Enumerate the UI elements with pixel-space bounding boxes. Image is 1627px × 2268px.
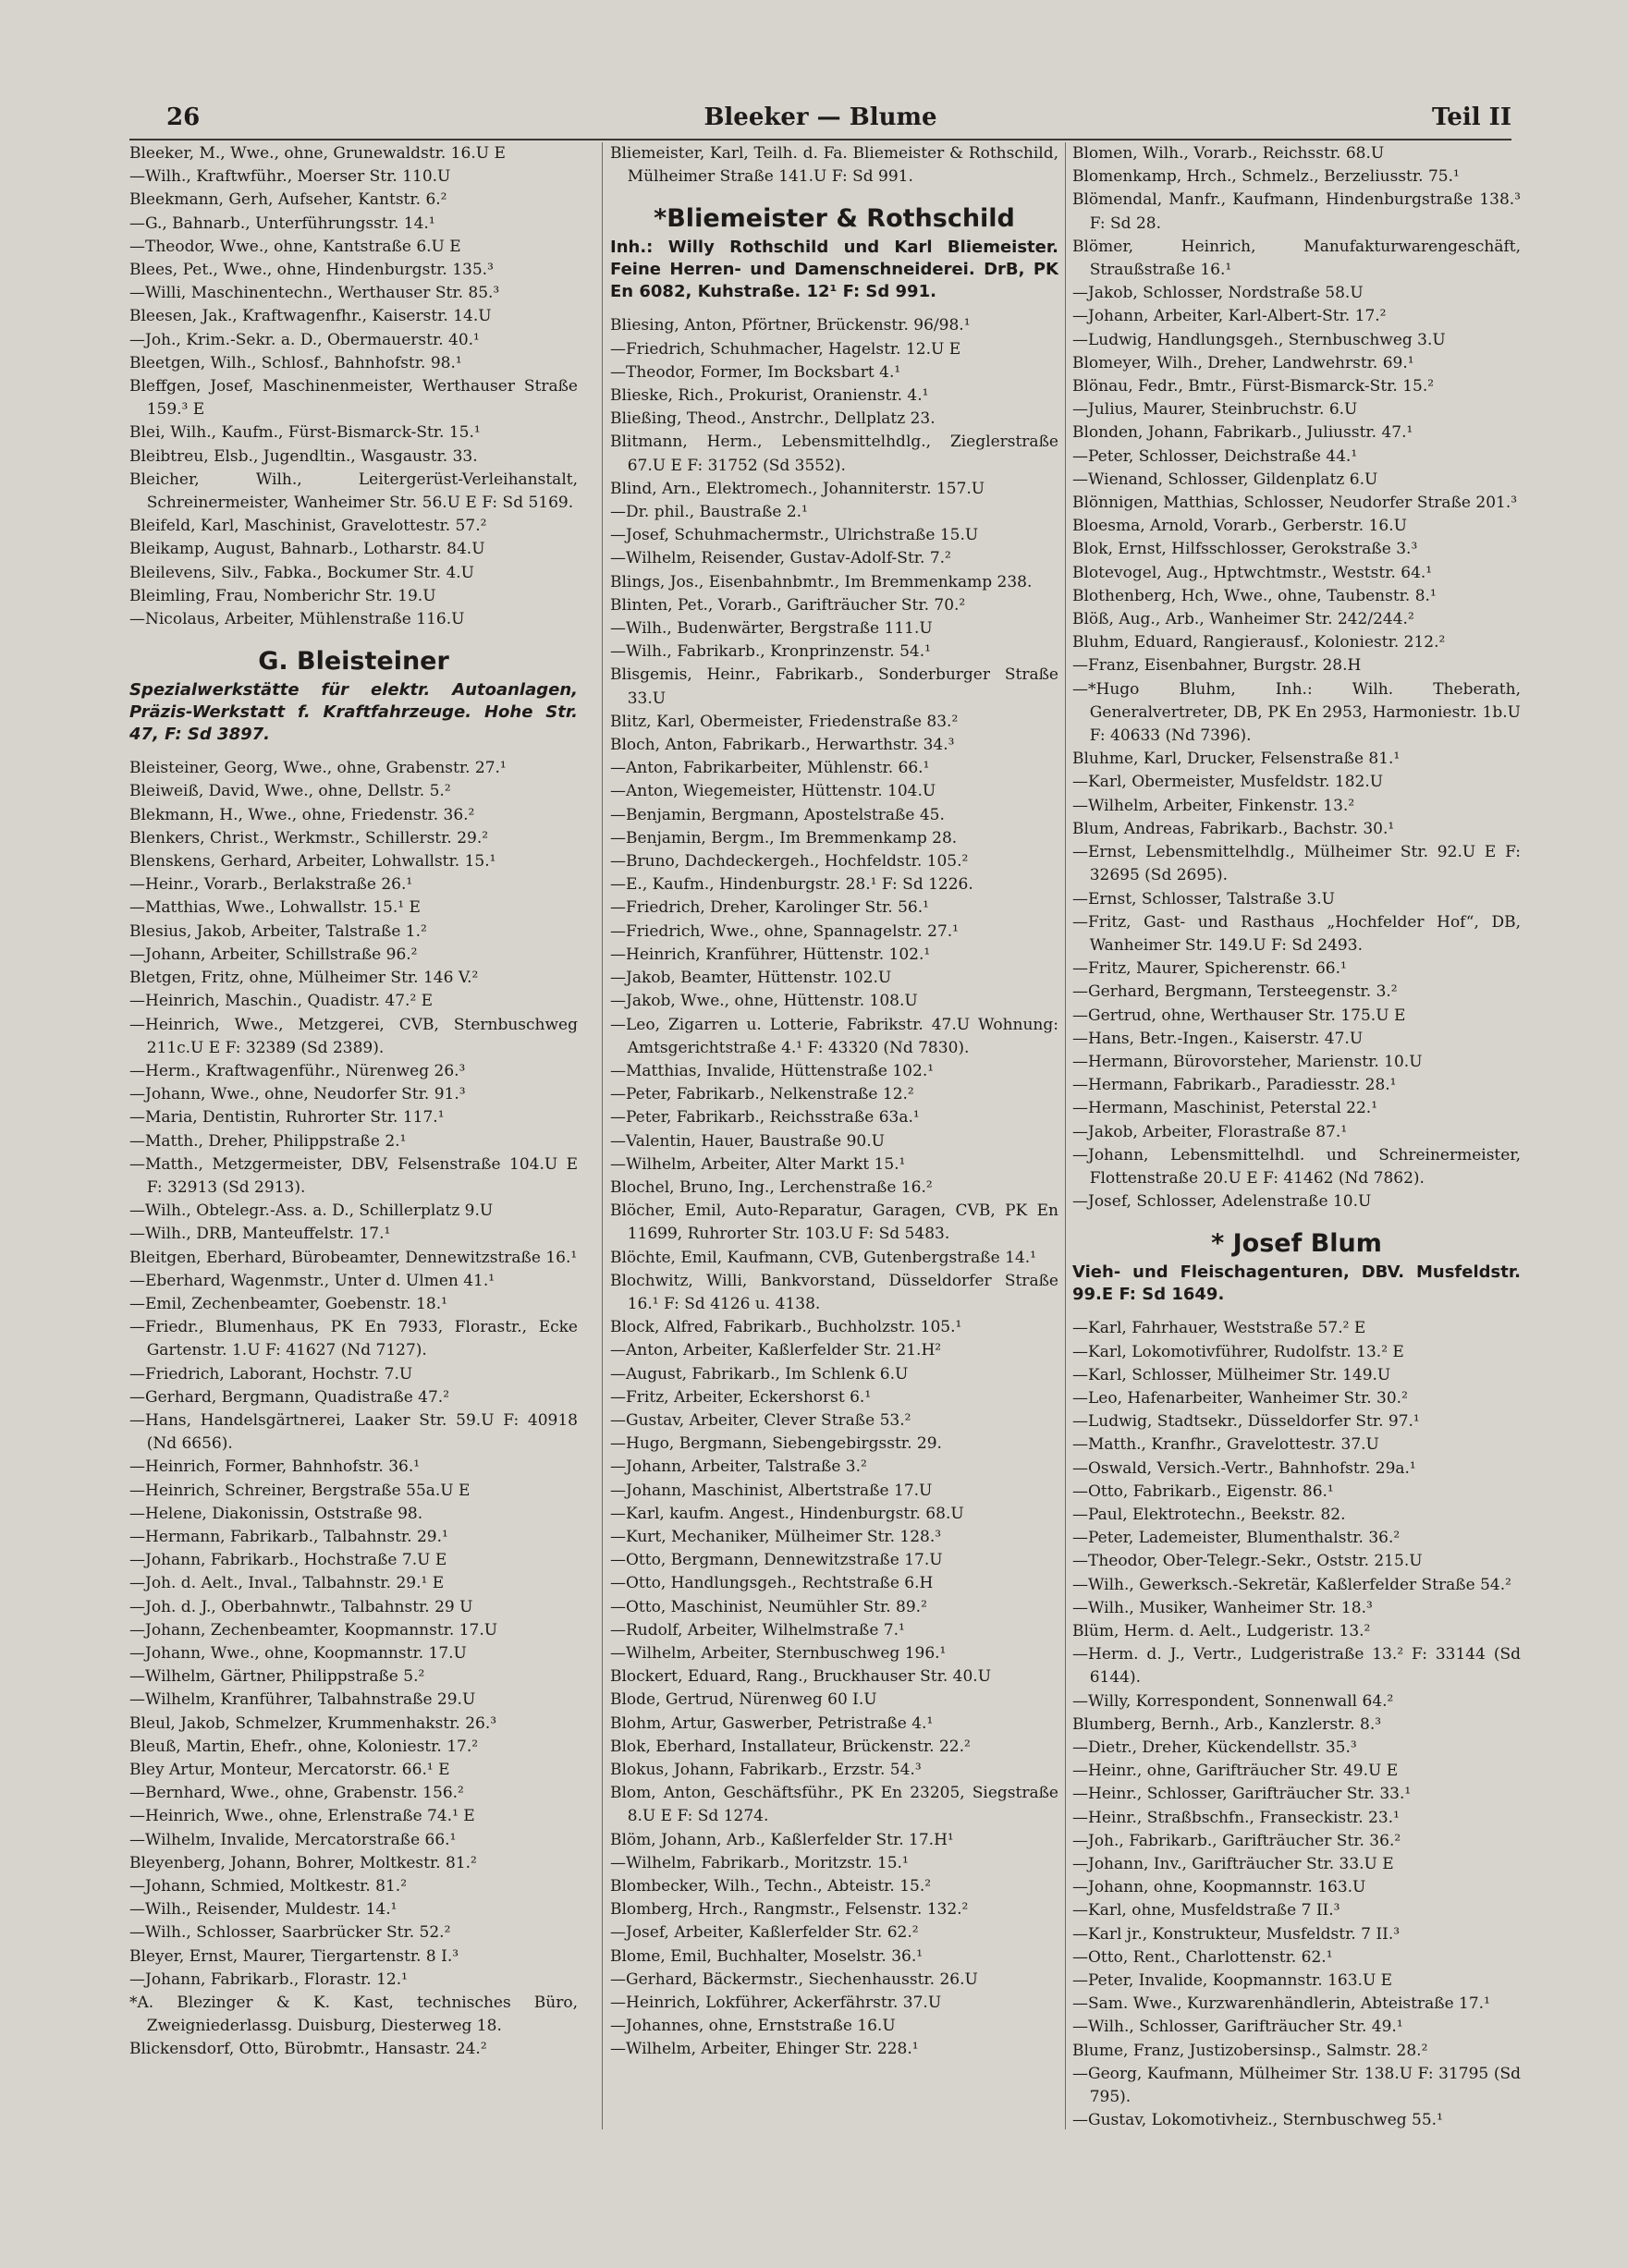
directory-entry: Bliemeister, Karl, Teilh. d. Fa. Bliemeister & Rothschild, Mülheimer Straße 141.U F: Sd 991.: [610, 144, 1058, 187]
directory-entry: Bley Artur, Monteur, Mercatorstr. 66.¹ E: [129, 1761, 450, 1779]
directory-entry: Bleyer, Ernst, Maurer, Tiergartenstr. 8 I.³: [129, 1946, 459, 1966]
directory-entry: —Gertrud, ohne, Werthauser Str. 175.U E: [1072, 1006, 1406, 1025]
directory-entry: Bleyenberg, Johann, Bohrer, Moltkestr. 81.²: [129, 1853, 477, 1872]
directory-entry: —G., Bahnarb., Unterführungsstr. 14.¹: [129, 213, 435, 233]
directory-entry: —Heinrich, Wwe., Metzgerei, CVB, Sternbuschweg 211c.U E F: 32389 (Sd 2389).: [129, 1015, 578, 1057]
directory-entry: —Theodor, Wwe., ohne, Kantstraße 6.U E: [129, 237, 461, 256]
directory-entry: —Johann, Inv., Garifträucher Str. 33.U E: [1072, 1855, 1394, 1874]
directory-entry: Bleisteiner, Georg, Wwe., ohne, Grabenstr. 27.¹: [129, 759, 507, 778]
directory-entry: —Friedrich, Wwe., ohne, Spannagelstr. 27.¹: [610, 921, 959, 941]
directory-entry: Blombecker, Wilh., Techn., Abteistr. 15.²: [610, 1877, 932, 1896]
directory-entry: Blitz, Karl, Obermeister, Friedenstraße 83.²: [610, 712, 959, 731]
directory-entry: —Karl, Obermeister, Musfeldstr. 182.U: [1072, 773, 1384, 792]
directory-entry: —Hans, Betr.-Ingen., Kaiserstr. 47.U: [1072, 1029, 1364, 1048]
directory-entry: —Johann, Fabrikarb., Florastr. 12.¹: [129, 1969, 408, 1989]
directory-entry: —Bruno, Dachdeckergeh., Hochfeldstr. 105.²: [610, 852, 969, 872]
part-label: Teil II: [1431, 104, 1511, 131]
directory-entry: Bleffgen, Josef, Maschinenmeister, Werthauser Straße 159.³ E: [129, 377, 578, 420]
directory-entry: Bluhme, Karl, Drucker, Felsenstraße 81.¹: [1072, 750, 1401, 769]
directory-entry: —Otto, Bergmann, Dennewitzstraße 17.U: [610, 1551, 943, 1570]
directory-entry: —August, Fabrikarb., Im Schlenk 6.U: [610, 1364, 909, 1384]
directory-entry: —Otto, Rent., Charlottenstr. 62.¹: [1072, 1947, 1333, 1967]
directory-entry: —Bernhard, Wwe., ohne, Grabenstr. 156.²: [129, 1784, 464, 1803]
directory-entry: —Wilh., DRB, Manteuffelstr. 17.¹: [129, 1225, 391, 1244]
directory-entry: —Herm., Kraftwagenführ., Nürenweg 26.³: [129, 1061, 466, 1080]
directory-entry: Bletgen, Fritz, ohne, Mülheimer Str. 146 V.²: [129, 969, 479, 988]
ad-text: Inh.: Willy Rothschild und Karl Bliemeister. Feine Herren- und Damenschneiderei. DrB, PK En 6082, Kuhstraße. 12¹ F: Sd 991.: [610, 238, 1058, 302]
directory-entry: —Wilh., Musiker, Wanheimer Str. 18.³: [1072, 1598, 1373, 1617]
directory-entry: —Karl, ohne, Musfeldstraße 7 II.³: [1072, 1901, 1340, 1920]
directory-entry: —Anton, Fabrikarbeiter, Mühlenstr. 66.¹: [610, 759, 930, 778]
directory-entry: —Theodor, Former, Im Bocksbart 4.¹: [610, 362, 901, 382]
page-header: [129, 104, 1511, 140]
directory-entry: —Johann, Arbeiter, Schillstraße 96.²: [129, 945, 418, 964]
directory-entry: —Paul, Elektrotechn., Beekstr. 82.: [1072, 1505, 1346, 1524]
directory-entry: —Wilh., Schlosser, Saarbrücker Str. 52.²: [129, 1923, 451, 1943]
directory-entry: —Anton, Arbeiter, Kaßlerfelder Str. 21.H²: [610, 1341, 942, 1360]
directory-entry: Blieske, Rich., Prokurist, Oranienstr. 4.¹: [610, 386, 929, 406]
directory-entry: —Wilh., Fabrikarb., Kronprinzenstr. 54.¹: [610, 642, 931, 662]
directory-entry: —Heinrich, Kranführer, Hüttenstr. 102.¹: [610, 945, 931, 964]
directory-entry: Blom, Anton, Geschäftsführ., PK En 23205, Siegstraße 8.U E F: Sd 1274.: [610, 1784, 1058, 1826]
directory-entry: —Joh. d. Aelt., Inval., Talbahnstr. 29.¹ E: [129, 1574, 445, 1593]
directory-entry: —Josef, Schuhmachermstr., Ulrichstraße 15.U: [610, 526, 979, 545]
directory-entry: —Sam. Wwe., Kurzwarenhändlerin, Abteistraße 17.¹: [1072, 1994, 1490, 2014]
ad-company-name: * Josef Blum: [1211, 1229, 1382, 1259]
directory-entry: —Johann, Arbeiter, Karl-Albert-Str. 17.²: [1072, 307, 1387, 326]
directory-entry: Bleibtreu, Elsb., Jugendltin., Wasgaustr. 33.: [129, 446, 478, 466]
directory-entry: —Hermann, Maschinist, Peterstal 22.¹: [1072, 1099, 1378, 1118]
directory-entry: —Hugo, Bergmann, Siebengebirgsstr. 29.: [610, 1434, 942, 1454]
directory-entry: Blönnigen, Matthias, Schlosser, Neudorfer Straße 201.³: [1072, 494, 1518, 513]
directory-entry: —Heinrich, Schreiner, Bergstraße 55a.U E: [129, 1481, 471, 1500]
directory-entry: Bluhm, Eduard, Rangierausf., Koloniestr. 212.²: [1072, 633, 1446, 652]
directory-entry: —Karl, kaufm. Angest., Hindenburgstr. 68.U: [610, 1504, 964, 1523]
header-rule: [129, 139, 1511, 140]
directory-entry: —Jakob, Beamter, Hüttenstr. 102.U: [610, 969, 892, 988]
directory-entry: —Benjamin, Bergmann, Apostelstraße 45.: [610, 805, 945, 824]
directory-entry: —Dietr., Dreher, Kückendellstr. 35.³: [1072, 1738, 1357, 1757]
directory-entry: —Fritz, Arbeiter, Eckershorst 6.¹: [610, 1387, 872, 1407]
directory-entry: —Friedrich, Laborant, Hochstr. 7.U: [129, 1364, 413, 1384]
directory-entry: —Gustav, Lokomotivheiz., Sternbuschweg 55.¹: [1072, 2111, 1443, 2130]
directory-entry: —Wilh., Reisender, Muldestr. 14.¹: [129, 1900, 398, 1920]
directory-entry: —Wilh., Budenwärter, Bergstraße 111.U: [610, 619, 933, 639]
directory-entry: Blind, Arn., Elektromech., Johanniterstr. 157.U: [610, 479, 985, 498]
directory-entry: —Hans, Handelsgärtnerei, Laaker Str. 59.U F: 40918 (Nd 6656).: [129, 1410, 578, 1454]
directory-entry: —Georg, Kaufmann, Mülheimer Str. 138.U F: 31795 (Sd 795).: [1072, 2064, 1521, 2107]
directory-entry: —Peter, Schlosser, Deichstraße 44.¹: [1072, 446, 1358, 466]
directory-entry: —Benjamin, Bergm., Im Bremmenkamp 28.: [610, 828, 958, 847]
directory-entry: —Karl, Lokomotivführer, Rudolfstr. 13.² E: [1072, 1342, 1404, 1361]
directory-entry: —Julius, Maurer, Steinbruchstr. 6.U: [1072, 400, 1358, 420]
directory-entry: —Heinr., ohne, Garifträucher Str. 49.U E: [1072, 1762, 1399, 1781]
directory-entry: —Jakob, Wwe., ohne, Hüttenstr. 108.U: [610, 992, 918, 1011]
directory-entry: Blode, Gertrud, Nürenweg 60 I.U: [610, 1690, 877, 1710]
directory-entry: —Hermann, Fabrikarb., Paradiesstr. 28.¹: [1072, 1076, 1397, 1095]
directory-entry: Blonden, Johann, Fabrikarb., Juliusstr. 47.¹: [1072, 423, 1413, 443]
column-divider: [1065, 142, 1066, 2129]
directory-entry: Bleiweiß, David, Wwe., ohne, Dellstr. 5.²: [129, 782, 451, 801]
directory-entry: —Wilhelm, Arbeiter, Finkenstr. 13.²: [1072, 796, 1355, 815]
directory-entry: Blenskens, Gerhard, Arbeiter, Lohwallstr. 15.¹: [129, 852, 496, 872]
directory-entry: —Matth., Dreher, Philippstraße 2.¹: [129, 1131, 407, 1151]
directory-entry: —Heinrich, Maschin., Quadistr. 47.² E: [129, 992, 434, 1011]
directory-entry: —Hermann, Bürovorsteher, Marienstr. 10.U: [1072, 1052, 1423, 1071]
directory-entry: Blume, Franz, Justizobersinsp., Salmstr. 28.²: [1072, 2041, 1428, 2060]
directory-entry: —Jakob, Schlosser, Nordstraße 58.U: [1072, 284, 1364, 303]
directory-entry: —Wilh., Gewerksch.-Sekretär, Kaßlerfelder Straße 54.²: [1072, 1575, 1511, 1594]
directory-entry: Bleekmann, Gerh, Aufseher, Kantstr. 6.²: [129, 190, 447, 210]
advertisement: [1072, 1226, 1521, 1306]
directory-entry: Blitmann, Herm., Lebensmittelhdlg., Zieglerstraße 67.U E F: 31752 (Sd 3552).: [610, 433, 1058, 475]
directory-entry: Blokus, Johann, Fabrikarb., Erzstr. 54.³: [610, 1761, 922, 1779]
directory-entry: Block, Alfred, Fabrikarb., Buchholzstr. 105.¹: [610, 1318, 962, 1337]
directory-entry: —Gustav, Arbeiter, Clever Straße 53.²: [610, 1410, 911, 1430]
directory-entry: —Johann, Fabrikarb., Hochstraße 7.U E: [129, 1551, 447, 1570]
directory-entry: —Valentin, Hauer, Baustraße 90.U: [610, 1131, 885, 1151]
directory-entry: —Herm. d. J., Vertr., Ludgeristraße 13.² F: 33144 (Sd 6144).: [1072, 1645, 1521, 1688]
directory-entry: —Otto, Fabrikarb., Eigenstr. 86.¹: [1072, 1482, 1334, 1501]
directory-entry: —Peter, Lademeister, Blumenthalstr. 36.²: [1072, 1529, 1401, 1548]
directory-entry: —Peter, Fabrikarb., Reichsstraße 63a.¹: [610, 1108, 920, 1128]
directory-entry: —Joh., Krim.-Sekr. a. D., Obermauerstr. 40.¹: [129, 330, 480, 349]
directory-entry: —Otto, Handlungsgeh., Rechtstraße 6.H: [610, 1574, 934, 1593]
directory-entry: Bleilevens, Silv., Fabka., Bockumer Str. 4.U: [129, 563, 474, 582]
directory-entry: Blome, Emil, Buchhalter, Moselstr. 36.¹: [610, 1946, 924, 1966]
directory-entry: —Johann, Schmied, Moltkestr. 81.²: [129, 1877, 408, 1896]
directory-entry: —Johann, Zechenbeamter, Koopmannstr. 17.U: [129, 1620, 498, 1640]
directory-entry: Blei, Wilh., Kaufm., Fürst-Bismarck-Str. 15.¹: [129, 423, 481, 443]
directory-entry: —Johann, Wwe., ohne, Koopmannstr. 17.U: [129, 1643, 467, 1663]
directory-entry: —Heinr., Vorarb., Berlakstraße 26.¹: [129, 875, 413, 895]
column-3: [1072, 142, 1521, 2132]
directory-entry: Bliesing, Anton, Pförtner, Brückenstr. 96/98.¹: [610, 316, 971, 335]
directory-entry: Bleuß, Martin, Ehefr., ohne, Koloniestr. 17.²: [129, 1737, 479, 1756]
directory-entry: —Gerhard, Bergmann, Quadistraße 47.²: [129, 1387, 450, 1407]
directory-entry: Blekmann, H., Wwe., ohne, Friedenstr. 36.²: [129, 805, 475, 824]
column-divider: [602, 142, 603, 2129]
directory-entry: Bleetgen, Wilh., Schlosf., Bahnhofstr. 98.¹: [129, 353, 462, 372]
directory-entry: —Dr. phil., Baustraße 2.¹: [610, 503, 808, 522]
directory-entry: —Fritz, Gast- und Rasthaus „Hochfelder Hof“, DB, Wanheimer Str. 149.U F: Sd 2493.: [1072, 912, 1521, 955]
directory-entry: —E., Kaufm., Hindenburgstr. 28.¹ F: Sd 1226.: [610, 875, 973, 895]
directory-entry: Bleifeld, Karl, Maschinist, Gravelottestr. 57.²: [129, 517, 487, 536]
directory-entry: Blumberg, Bernh., Arb., Kanzlerstr. 8.³: [1072, 1714, 1382, 1734]
directory-entry: Blings, Jos., Eisenbahnbmtr., Im Bremmenkamp 238.: [610, 572, 1033, 591]
directory-entry: Blöcher, Emil, Auto-Reparatur, Garagen, CVB, PK En 11699, Ruhrorter Str. 103.U F: Sd 5483.: [610, 1201, 1058, 1244]
page-title: Bleeker — Blume: [703, 104, 937, 131]
directory-entry: —Leo, Zigarren u. Lotterie, Fabrikstr. 47.U Wohnung: Amtsgerichtstraße 4.¹ F: 43320 (Nd 7830).: [610, 1015, 1058, 1057]
directory-entry: Blöm, Johann, Arb., Kaßlerfelder Str. 17.H¹: [610, 1830, 954, 1849]
directory-entry: —Wilhelm, Reisender, Gustav-Adolf-Str. 7.²: [610, 549, 951, 568]
directory-entry: —Wilh., Schlosser, Garifträucher Str. 49.¹: [1072, 2018, 1403, 2037]
directory-entry: —Wilhelm, Kranführer, Talbahnstraße 29.U: [129, 1690, 476, 1710]
directory-entry: —Ernst, Lebensmittelhdlg., Mülheimer Str. 92.U E F: 32695 (Sd 2695).: [1072, 843, 1521, 885]
directory-entry: —Ludwig, Handlungsgeh., Sternbuschweg 3.U: [1072, 330, 1446, 349]
advertisement: [610, 201, 1058, 303]
directory-entry: Blomberg, Hrch., Rangmstr., Felsenstr. 132.²: [610, 1900, 969, 1920]
directory-entry: —Oswald, Versich.-Vertr., Bahnhofstr. 29a.¹: [1072, 1458, 1416, 1478]
directory-entry: Blömer, Heinrich, Manufakturwarengeschäft, Straußstraße 16.¹: [1072, 237, 1521, 280]
directory-entry: —Johann, Maschinist, Albertstraße 17.U: [610, 1481, 933, 1500]
directory-entry: —Theodor, Ober-Telegr.-Sekr., Oststr. 215.U: [1072, 1552, 1423, 1571]
directory-entry: —Karl, Fahrhauer, Weststraße 57.² E: [1072, 1319, 1366, 1338]
page-number: 26: [166, 104, 201, 131]
ad-company-name: *Bliemeister & Rothschild: [654, 204, 1015, 234]
directory-entry: —Helene, Diakonissin, Oststraße 98.: [129, 1504, 423, 1523]
directory-entry: Blinten, Pet., Vorarb., Garifträucher Str. 70.²: [610, 595, 966, 615]
directory-entry: —Wilhelm, Gärtner, Philippstraße 5.²: [129, 1667, 425, 1687]
directory-entry: Blochwitz, Willi, Bankvorstand, Düsseldorfer Straße 16.¹ F: Sd 4126 u. 4138.: [610, 1271, 1058, 1313]
directory-entry: Bleul, Jakob, Schmelzer, Krummenhakstr. 26.³: [129, 1713, 497, 1733]
directory-entry: —Fritz, Maurer, Spicherenstr. 66.¹: [1072, 959, 1347, 979]
directory-entry: Bleikamp, August, Bahnarb., Lotharstr. 84.U: [129, 540, 485, 559]
directory-entry: *A. Blezinger & K. Kast, technisches Büro, Zweigniederlassg. Duisburg, Diesterweg 18.: [129, 1994, 578, 2036]
directory-entry: —Heinrich, Lokführer, Ackerfährstr. 37.U: [610, 1994, 942, 2013]
directory-entry: —Johannes, ohne, Ernststraße 16.U: [610, 2017, 896, 2036]
directory-entry: —Wienand, Schlosser, Gildenplatz 6.U: [1072, 469, 1378, 489]
directory-entry: Bleicher, Wilh., Leitergerüst-Verleihanstalt, Schreinermeister, Wanheimer Str. 56.U E F: Sd 5169.: [129, 469, 578, 513]
directory-entry: —Rudolf, Arbeiter, Wilhelmstraße 7.¹: [610, 1620, 905, 1640]
directory-entry: Blisgemis, Heinr., Fabrikarb., Sonderburger Straße 33.U: [610, 665, 1058, 708]
directory-entry: —Johann, Arbeiter, Talstraße 3.²: [610, 1457, 867, 1477]
directory-entry: —Joh. d. J., Oberbahnwtr., Talbahnstr. 29 U: [129, 1597, 473, 1616]
directory-entry: —Wilh., Obtelegr.-Ass. a. D., Schillerplatz 9.U: [129, 1201, 494, 1221]
directory-entry: —Leo, Hafenarbeiter, Wanheimer Str. 30.²: [1072, 1388, 1408, 1408]
directory-entry: —Emil, Zechenbeamter, Goebenstr. 18.¹: [129, 1294, 447, 1313]
directory-entry: Blockert, Eduard, Rang., Bruckhauser Str. 40.U: [610, 1667, 992, 1687]
ad-company-name: G. Bleisteiner: [258, 647, 449, 677]
directory-entry: —Heinr., Schlosser, Garifträucher Str. 33.¹: [1072, 1785, 1412, 1804]
directory-entry: Blees, Pet., Wwe., ohne, Hindenburgstr. 135.³: [129, 261, 494, 280]
directory-entry: —Friedrich, Schuhmacher, Hagelstr. 12.U E: [610, 339, 961, 359]
directory-entry: —Willy, Korrespondent, Sonnenwall 64.²: [1072, 1691, 1394, 1711]
directory-entry: —Hermann, Fabrikarb., Talbahnstr. 29.¹: [129, 1527, 448, 1546]
directory-entry: Bleimling, Frau, Nomberichr Str. 19.U: [129, 586, 436, 605]
directory-entry: —Karl jr., Konstrukteur, Musfeldstr. 7 II.³: [1072, 1924, 1401, 1944]
directory-entry: Blöß, Aug., Arb., Wanheimer Str. 242/244.²: [1072, 610, 1414, 629]
directory-entry: —Wilhelm, Arbeiter, Sternbuschweg 196.¹: [610, 1643, 947, 1663]
directory-entry: Blomen, Wilh., Vorarb., Reichsstr. 68.U: [1072, 144, 1385, 163]
directory-entry: —Heinrich, Former, Bahnhofstr. 36.¹: [129, 1457, 421, 1477]
column-2: [610, 142, 1058, 2062]
directory-entry: Bleesen, Jak., Kraftwagenfhr., Kaiserstr. 14.U: [129, 307, 492, 326]
directory-entry: —Matthias, Invalide, Hüttenstraße 102.¹: [610, 1061, 935, 1080]
directory-entry: —Matthias, Wwe., Lohwallstr. 15.¹ E: [129, 898, 421, 918]
directory-entry: —Gerhard, Bergmann, Tersteegenstr. 3.²: [1072, 982, 1398, 1002]
directory-entry: Blenkers, Christ., Werkmstr., Schillerstr. 29.²: [129, 828, 489, 847]
directory-entry: Blohm, Artur, Gaswerber, Petristraße 4.¹: [610, 1713, 934, 1733]
directory-entry: Blesius, Jakob, Arbeiter, Talstraße 1.²: [129, 921, 427, 941]
advertisement: [129, 644, 578, 746]
directory-entry: —Karl, Schlosser, Mülheimer Str. 149.U: [1072, 1365, 1391, 1384]
directory-entry: —Maria, Dentistin, Ruhrorter Str. 117.¹: [129, 1108, 445, 1128]
directory-entry: —Nicolaus, Arbeiter, Mühlenstraße 116.U: [129, 610, 465, 629]
directory-entry: —Matth., Kranfhr., Gravelottestr. 37.U: [1072, 1435, 1379, 1455]
directory-entry: Blochel, Bruno, Ing., Lerchenstraße 16.²: [610, 1177, 933, 1197]
directory-entry: Bleitgen, Eberhard, Bürobeamter, Dennewitzstraße 16.¹: [129, 1248, 578, 1267]
directory-entry: —Wilh., Kraftwführ., Moerser Str. 110.U: [129, 167, 451, 187]
directory-entry: —Willi, Maschinentechn., Werthauser Str. 85.³: [129, 284, 500, 303]
directory-entry: —Matth., Metzgermeister, DBV, Felsenstraße 104.U E F: 32913 (Sd 2913).: [129, 1154, 578, 1197]
ad-text: Spezialwerkstätte für elektr. Autoanlagen, Präzis-Werkstatt f. Kraftfahrzeuge. Hohe Str. 47, F: Sd 3897.: [129, 680, 578, 745]
directory-entry: Blothenberg, Hch, Wwe., ohne, Taubenstr. 8.¹: [1072, 586, 1437, 605]
directory-entry: Blomenkamp, Hrch., Schmelz., Berzeliusstr. 75.¹: [1072, 167, 1460, 187]
directory-entry: Blöchte, Emil, Kaufmann, CVB, Gutenbergstraße 14.¹: [610, 1248, 1036, 1267]
directory-entry: —Josef, Arbeiter, Kaßlerfelder Str. 62.²: [610, 1923, 919, 1943]
ad-text: Vieh- und Fleischagenturen, DBV. Musfeldstr. 99.E F: Sd 1649.: [1072, 1262, 1521, 1305]
directory-entry: Blömendal, Manfr., Kaufmann, Hindenburgstraße 138.³ F: Sd 28.: [1072, 190, 1521, 233]
directory-entry: —Peter, Fabrikarb., Nelkenstraße 12.²: [610, 1085, 914, 1104]
directory-entry: Bließing, Theod., Anstrchr., Dellplatz 23.: [610, 409, 936, 429]
directory-entry: —*Hugo Bluhm, Inh.: Wilh. Theberath, Generalvertreter, DB, PK En 2953, Harmoniestr. 1b.U F: 40633 (Nd 7396).: [1072, 679, 1521, 746]
directory-entry: —Peter, Invalide, Koopmannstr. 163.U E: [1072, 1971, 1393, 1991]
column-1: [129, 142, 578, 2062]
directory-entry: —Johann, ohne, Koopmannstr. 163.U: [1072, 1878, 1366, 1897]
directory-entry: Blotevogel, Aug., Hptwchtmstr., Weststr. 64.¹: [1072, 563, 1433, 582]
directory-entry: Blok, Ernst, Hilfsschlosser, Gerokstraße 3.³: [1072, 540, 1418, 559]
directory-entry: —Franz, Eisenbahner, Burgstr. 28.H: [1072, 656, 1362, 676]
directory-entry: —Kurt, Mechaniker, Mülheimer Str. 128.³: [610, 1527, 942, 1546]
directory-entry: —Eberhard, Wagenmstr., Unter d. Ulmen 41.¹: [129, 1271, 495, 1290]
directory-entry: —Johann, Wwe., ohne, Neudorfer Str. 91.³: [129, 1085, 466, 1104]
directory-entry: —Otto, Maschinist, Neumühler Str. 89.²: [610, 1597, 927, 1616]
directory-entry: —Ernst, Schlosser, Talstraße 3.U: [1072, 889, 1335, 908]
directory-entry: Blomeyer, Wilh., Dreher, Landwehrstr. 69.¹: [1072, 353, 1414, 372]
directory-entry: Blönau, Fedr., Bmtr., Fürst-Bismarck-Str. 15.²: [1072, 377, 1435, 396]
directory-entry: —Friedr., Blumenhaus, PK En 7933, Florastr., Ecke Gartenstr. 1.U F: 41627 (Nd 7127).: [129, 1318, 578, 1360]
directory-entry: —Wilhelm, Arbeiter, Alter Markt 15.¹: [610, 1154, 906, 1174]
directory-entry: —Wilhelm, Invalide, Mercatorstraße 66.¹: [129, 1830, 457, 1849]
directory-entry: Bloesma, Arnold, Vorarb., Gerberstr. 16.U: [1072, 517, 1407, 536]
directory-entry: —Heinr., Straßbschfn., Franseckistr. 23.¹: [1072, 1808, 1400, 1827]
directory-entry: —Gerhard, Bäckermstr., Siechenhausstr. 26.U: [610, 1969, 978, 1989]
directory-entry: Bleeker, M., Wwe., ohne, Grunewaldstr. 16.U E: [129, 144, 506, 163]
directory-entry: Bloch, Anton, Fabrikarb., Herwarthstr. 34.³: [610, 736, 955, 755]
directory-entry: Blum, Andreas, Fabrikarb., Bachstr. 30.¹: [1072, 819, 1395, 838]
directory-entry: —Wilhelm, Fabrikarb., Moritzstr. 15.¹: [610, 1853, 909, 1872]
directory-entry: —Ludwig, Stadtsekr., Düsseldorfer Str. 97.¹: [1072, 1412, 1420, 1432]
directory-entry: —Johann, Lebensmittelhdl. und Schreinermeister, Flottenstraße 20.U E F: 41462 (Nd 7862).: [1072, 1145, 1521, 1188]
directory-entry: Blickensdorf, Otto, Bürobmtr., Hansastr. 24.²: [129, 2040, 487, 2059]
directory-entry: —Anton, Wiegemeister, Hüttenstr. 104.U: [610, 782, 936, 801]
directory-entry: —Friedrich, Dreher, Karolinger Str. 56.¹: [610, 898, 929, 918]
directory-entry: —Heinrich, Wwe., ohne, Erlenstraße 74.¹ E: [129, 1807, 475, 1826]
directory-entry: Blüm, Herm. d. Aelt., Ludgeristr. 13.²: [1072, 1621, 1371, 1640]
directory-entry: —Jakob, Arbeiter, Florastraße 87.¹: [1072, 1122, 1348, 1141]
directory-entry: —Joh., Fabrikarb., Garifträucher Str. 36.²: [1072, 1831, 1401, 1850]
directory-entry: —Josef, Schlosser, Adelenstraße 10.U: [1072, 1192, 1372, 1212]
directory-entry: —Wilhelm, Arbeiter, Ehinger Str. 228.¹: [610, 2040, 919, 2059]
directory-entry: Blok, Eberhard, Installateur, Brückenstr. 22.²: [610, 1737, 971, 1756]
